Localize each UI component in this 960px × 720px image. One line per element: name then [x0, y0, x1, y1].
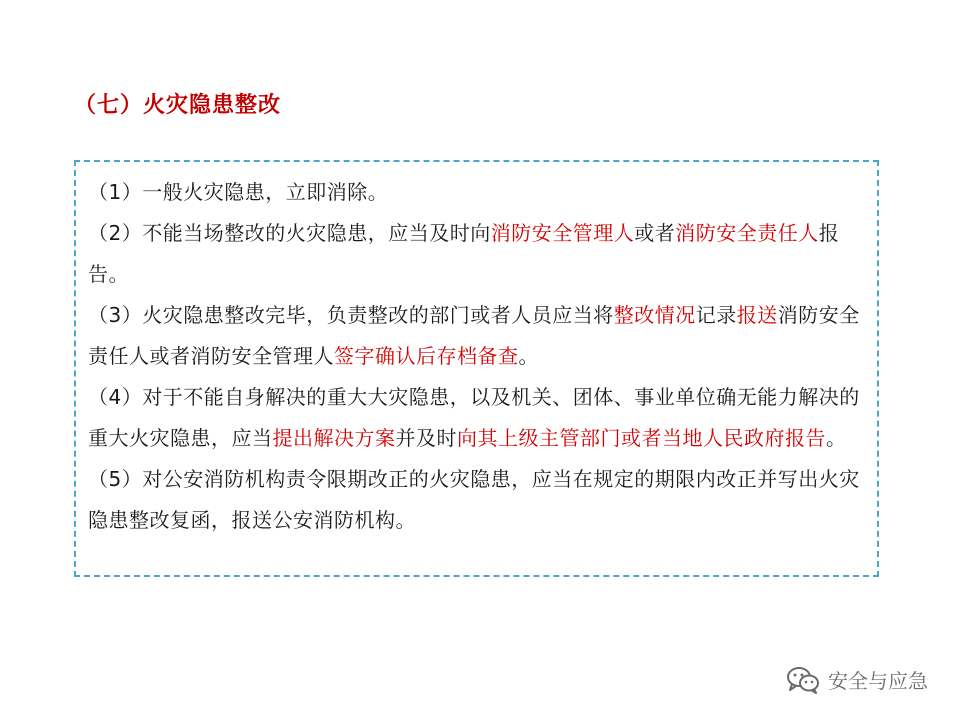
- item-1-text: （1）一般火灾隐患，立即消除。: [88, 180, 389, 204]
- item-2-text-c: 报告。: [88, 221, 840, 286]
- item-2-highlight-responsible: 消防安全责任人: [675, 221, 819, 245]
- item-2-text-a: （2）不能当场整改的火灾隐患，应当及时向: [88, 221, 491, 245]
- item-4-highlight-plan: 提出解决方案: [272, 426, 396, 450]
- item-4-highlight-report: 向其上级主管部门或者当地人民政府报告: [457, 426, 826, 450]
- item-3-highlight-report: 报送: [736, 303, 778, 327]
- watermark: [786, 665, 928, 694]
- list-item-1: [88, 172, 867, 213]
- item-3-highlight-status: 整改情况: [613, 303, 696, 327]
- list-item-3: [88, 295, 867, 377]
- item-2-highlight-manager: 消防安全管理人: [490, 221, 635, 245]
- item-3-highlight-sign: 签字确认后存档备查: [334, 344, 519, 368]
- item-4-text-b: 并及时: [395, 426, 457, 450]
- list-item-5: [88, 459, 867, 541]
- item-4-text-a: （4）对于不能自身解决的重大大灾隐患，以及机关、团体、事业单位确无能力解决的重大火灾隐患，应当: [88, 385, 860, 450]
- item-3-text-a: （3）火灾隐患整改完毕，负责整改的部门或者人员应当将: [88, 303, 614, 327]
- watermark-text: 安全与应急: [828, 669, 928, 693]
- item-3-text-b: 记录: [695, 303, 737, 327]
- list-item-4: [88, 377, 867, 459]
- item-2-text-b: 或者: [634, 221, 676, 245]
- item-3-text-c: 消防安全责任人或者消防安全管理人: [88, 303, 860, 368]
- list-item-2: [88, 213, 867, 295]
- section-title: （七）火灾隐患整改: [74, 93, 282, 118]
- item-4-text-c: 。: [826, 426, 847, 450]
- item-3-text-d: 。: [518, 344, 539, 368]
- content-box: [74, 160, 879, 577]
- item-5-text: （5）对公安消防机构责令限期改正的火灾隐患，应当在规定的期限内改正并写出火灾隐患整改复函，报送公安消防机构。: [88, 467, 860, 532]
- wechat-icon: [786, 666, 820, 694]
